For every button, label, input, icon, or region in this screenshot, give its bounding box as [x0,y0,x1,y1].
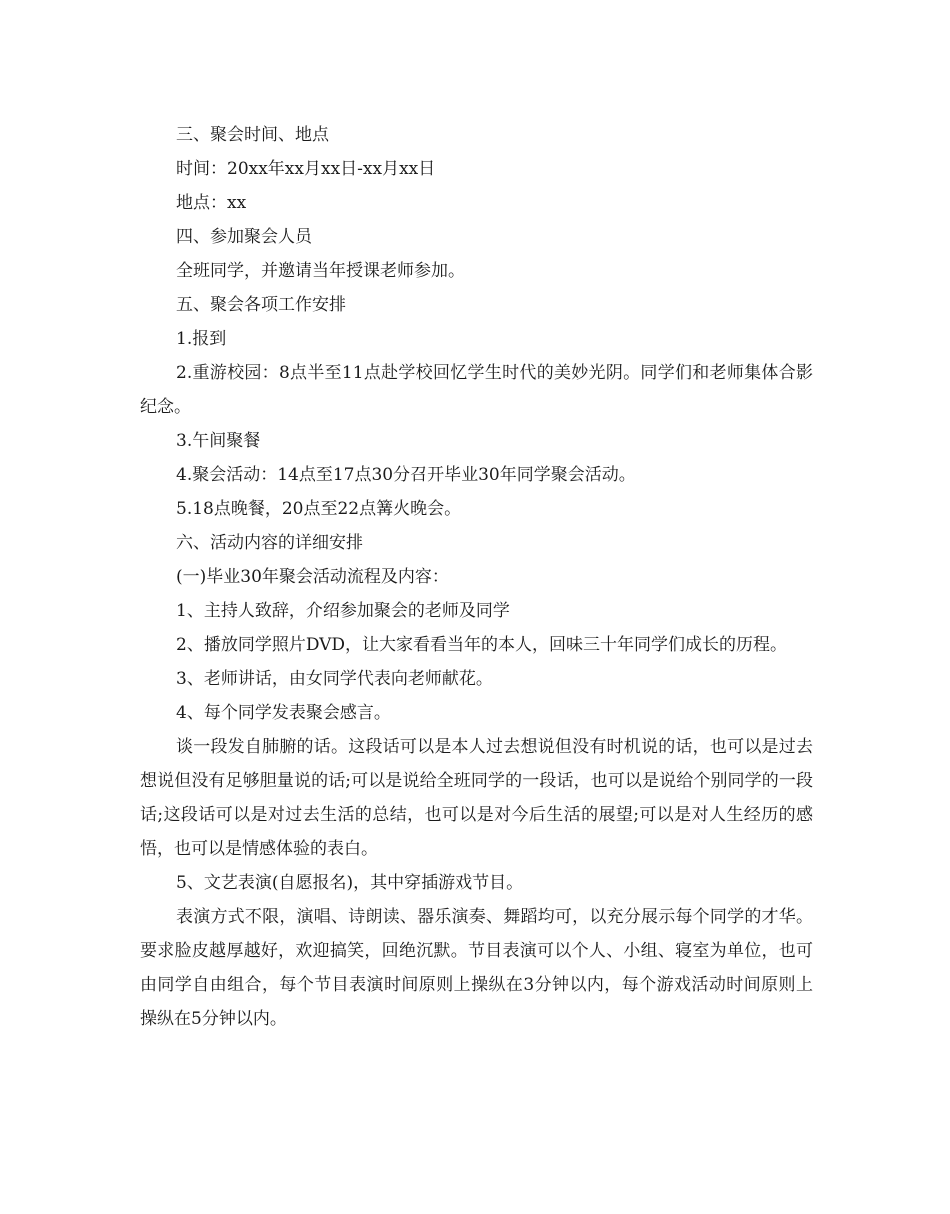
list-item: 5、文艺表演(自愿报名)，其中穿插游戏节目。 [176,873,524,893]
paragraph: 地点：xx [176,193,247,213]
section-heading: 六、活动内容的详细安排 [176,533,363,553]
list-item: 1.报到 [176,329,227,349]
document-body [140,118,813,1036]
list-item: 3、老师讲话，由女同学代表向老师献花。 [176,669,493,689]
list-item: 1、主持人致辞，介绍参加聚会的老师及同学 [176,601,510,621]
list-item: 2、播放同学照片DVD，让大家看看当年的本人，回味三十年同学们成长的历程。 [176,635,788,655]
list-item: 2.重游校园：8点半至11点赴学校回忆学生时代的美妙光阴。同学们和老师集体合影纪念。 [140,363,813,417]
subsection-heading: (一)毕业30年聚会活动流程及内容： [176,567,449,587]
list-item: 3.午间聚餐 [176,431,261,451]
paragraph: 时间：20xx年xx月xx日-xx月xx日 [176,159,436,179]
list-item: 4.聚会活动：14点至17点30分召开毕业30年同学聚会活动。 [176,465,636,485]
paragraph: 全班同学，并邀请当年授课老师参加。 [176,261,465,281]
list-item: 5.18点晚餐，20点至22点篝火晚会。 [176,499,462,519]
paragraph: 表演方式不限，演唱、诗朗读、器乐演奏、舞蹈均可，以充分展示每个同学的才华。要求脸皮越厚越好，欢迎搞笑，回绝沉默。节目表演可以个人、小组、寝室为单位，也可由同学自由组合，每个节目表演时间原则上操纵在3分钟以内，每个游戏活动时间原则上操纵在5分钟以内。 [140,907,813,1029]
list-item: 4、每个同学发表聚会感言。 [176,703,391,723]
section-heading: 四、参加聚会人员 [176,227,312,247]
section-heading: 三、聚会时间、地点 [176,125,329,145]
section-heading: 五、聚会各项工作安排 [176,295,346,315]
paragraph: 谈一段发自肺腑的话。这段话可以是本人过去想说但没有时机说的话，也可以是过去想说但没有足够胆量说的话;可以是说给全班同学的一段话，也可以是说给个别同学的一段话;这段话可以是对过去生活的总结，也可以是对今后生活的展望;可以是对人生经历的感悟，也可以是情感体验的表白。 [140,737,813,859]
